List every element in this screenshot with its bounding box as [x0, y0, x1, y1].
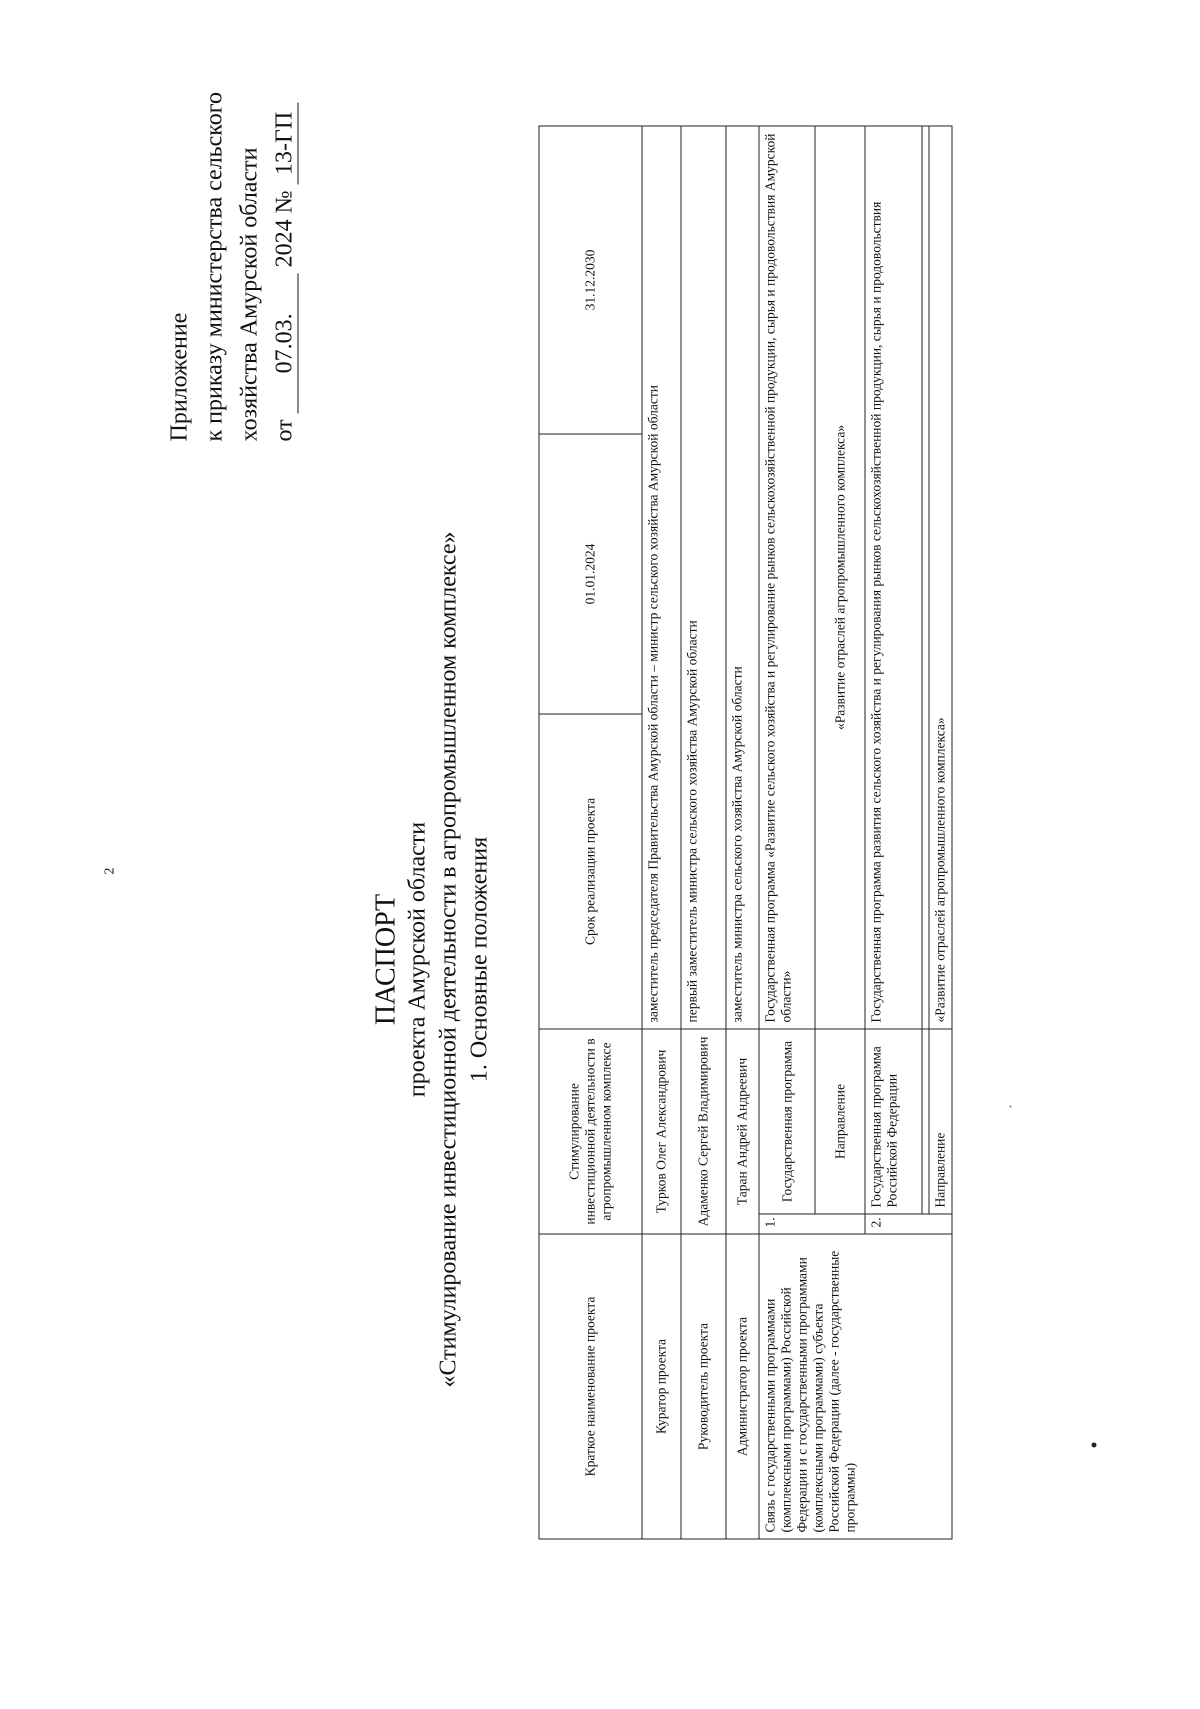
order-date: 07.03. — [271, 273, 298, 413]
program-1-label: Государственная программа — [759, 1028, 815, 1213]
page-number: 2 — [102, 867, 117, 874]
passport-title: ПАСПОРТ — [370, 893, 401, 1025]
number-sign: № — [271, 189, 297, 213]
program-1-number: 1. — [759, 1214, 865, 1234]
appendix-date-line — [267, 92, 302, 441]
heading-block — [370, 409, 495, 1509]
section-title: 1. Основные положения — [466, 836, 492, 1082]
period-label: Срок реализации проекта — [539, 713, 642, 1028]
program-2-value: Государственная программа развития сельского хозяйства и регулирования рынков сельскохозяйственной продукции, сырья и продовольствия — [865, 125, 922, 1028]
administrator-label: Администратор проекта — [726, 1234, 759, 1539]
curator-position: заместитель председателя Правительства Амурской области – министр сельского хозяйства Амурской области — [642, 125, 681, 1028]
empty-cell — [922, 1028, 929, 1213]
passport-subtitle: проекта Амурской области — [404, 821, 430, 1097]
direction-2-label: Направление — [929, 1028, 952, 1213]
from-prefix: от — [271, 418, 297, 441]
table-row — [539, 125, 642, 1538]
administrator-position: заместитель министра сельского хозяйства Амурской области — [726, 125, 759, 1028]
appendix-block — [162, 92, 302, 441]
direction-1-label: Направление — [815, 1028, 865, 1213]
order-year: 2024 — [271, 218, 297, 267]
program-2-label: Государственная программа Российской Федерации — [865, 1028, 922, 1213]
direction-2-value: «Развитие отраслей агропромышленного комплекса» — [929, 125, 952, 1028]
scan-speck — [1091, 1442, 1096, 1447]
programs-label: Связь с государственными программами (комплексными программами) Российской Федерации и с государственными программами (комплексными программами) субъекта Российской Федерации (далее - государственные программы) — [759, 1234, 952, 1539]
appendix-line-ministry: хозяйства Амурской области — [236, 147, 262, 441]
period-end: 31.12.2030 — [539, 125, 642, 433]
short-name-value: Стимулирование инвестиционной деятельности в агропромышленном комплексе — [539, 1028, 642, 1233]
passport-table — [538, 125, 952, 1539]
appendix-title: Приложение — [166, 312, 192, 441]
scan-speck — [1009, 1105, 1011, 1107]
leader-label: Руководитель проекта — [681, 1234, 726, 1539]
leader-position: первый заместитель министра сельского хозяйства Амурской области — [681, 125, 726, 1028]
empty-cell — [922, 125, 929, 1028]
curator-label: Куратор проекта — [642, 1234, 681, 1539]
program-1-value: Государственная программа «Развитие сельского хозяйства и регулирование рынков сельскохозяйственной продукции, сырья и продовольствия Амурской области» — [759, 125, 815, 1028]
project-full-name: «Стимулирование инвестиционной деятельности в агропромышленном комплексе» — [435, 530, 461, 1388]
period-start: 01.01.2024 — [539, 433, 642, 713]
appendix-line-order: к приказу министерства сельского — [201, 91, 227, 441]
table-row — [759, 125, 815, 1538]
table-row — [726, 125, 759, 1538]
short-name-label: Краткое наименование проекта — [539, 1234, 642, 1539]
program-2-number: 2. — [865, 1214, 952, 1234]
leader-name: Адаменко Сергей Владимирович — [681, 1028, 726, 1233]
administrator-name: Таран Андрей Андреевич — [726, 1028, 759, 1233]
order-number: 13-ГП — [271, 102, 298, 184]
curator-name: Турков Олег Александрович — [642, 1028, 681, 1233]
direction-1-value: «Развитие отраслей агропромышленного комплекса» — [815, 125, 865, 1028]
table-row — [681, 125, 726, 1538]
table-row — [642, 125, 681, 1538]
